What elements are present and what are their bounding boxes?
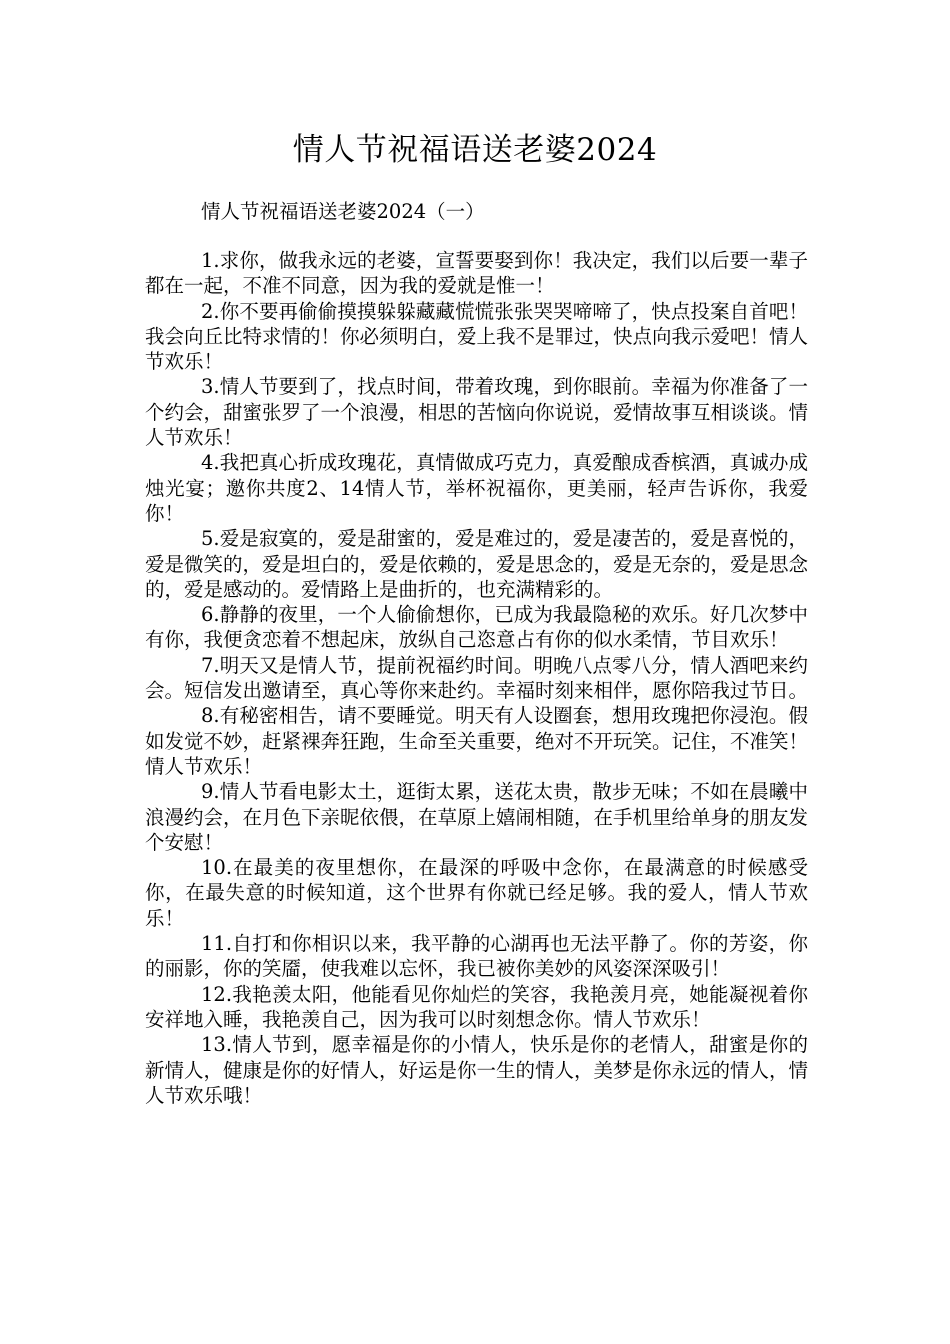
paragraph: 5.爱是寂寞的，爱是甜蜜的，爱是难过的，爱是凄苦的，爱是喜悦的，爱是微笑的，爱是坦白的，爱是依赖的，爱是思念的，爱是无奈的，爱是思念的，爱是感动的。爱情路上是曲折的，也充满精彩的。 <box>145 527 809 601</box>
paragraph: 11.自打和你相识以来，我平静的心湖再也无法平静了。你的芳姿，你的丽影，你的笑靥，使我难以忘怀，我已被你美妙的风姿深深吸引！ <box>145 932 808 981</box>
paragraph: 6.静静的夜里，一个人偷偷想你，已成为我最隐秘的欢乐。好几次梦中有你，我便贪恋着不想起床，放纵自己恣意占有你的似水柔情，节目欢乐！ <box>145 603 808 652</box>
paragraph: 4.我把真心折成玫瑰花，真情做成巧克力，真爱酿成香槟酒，真诚办成烛光宴；邀你共度2、14情人节，举杯祝福你，更美丽，轻声告诉你，我爱你！ <box>145 451 808 525</box>
paragraph: 12.我艳羡太阳，他能看见你灿烂的笑容，我艳羡月亮，她能凝视着你安祥地入睡，我艳羡自己，因为我可以时刻想念你。情人节欢乐！ <box>145 982 808 1031</box>
document-body <box>145 248 808 1108</box>
paragraph: 1.求你，做我永远的老婆，宣誓要娶到你！我决定，我们以后要一辈子都在一起，不准不同意，因为我的爱就是惟一！ <box>145 249 808 298</box>
paragraph: 3.情人节要到了，找点时间，带着玫瑰，到你眼前。幸福为你准备了一个约会，甜蜜张罗了一个浪漫，相思的苦恼向你说说，爱情故事互相谈谈。情人节欢乐！ <box>145 375 809 450</box>
page-title: 情人节祝福语送老婆2024 <box>292 132 658 168</box>
paragraph: 13.情人节到，愿幸福是你的小情人，快乐是你的老情人，甜蜜是你的新情人，健康是你的好情人，好运是你一生的情人，美梦是你永远的情人，情人节欢乐哦！ <box>145 1033 809 1107</box>
paragraph: 9.情人节看电影太土，逛街太累，送花太贵，散步无味；不如在晨曦中浪漫约会，在月色下亲昵依偎，在草原上嬉闹相随，在手机里给单身的朋友发个安慰！ <box>145 780 809 854</box>
paragraph: 10.在最美的夜里想你，在最深的呼吸中念你，在最满意的时候感受你，在最失意的时候知道，这个世界有你就已经足够。我的爱人，情人节欢乐！ <box>145 856 808 930</box>
paragraph: 2.你不要再偷偷摸摸躲躲藏藏慌慌张张哭哭啼啼了，快点投案自首吧！我会向丘比特求情的！你必须明白，爱上我不是罪过，快点向我示爱吧！情人节欢乐！ <box>145 299 809 374</box>
paragraph: 7.明天又是情人节，提前祝福约时间。明晚八点零八分，情人酒吧来约会。短信发出邀请至，真心等你来赴约。幸福时刻来相伴，愿你陪我过节日。 <box>145 653 809 703</box>
paragraph: 8.有秘密相告，请不要睡觉。明天有人设圈套，想用玫瑰把你浸泡。假如发觉不妙，赶紧裸奔狂跑，生命至关重要，绝对不开玩笑。记住，不准笑！情人节欢乐！ <box>145 704 809 778</box>
section-heading: 情人节祝福语送老婆2024（一） <box>201 200 485 223</box>
